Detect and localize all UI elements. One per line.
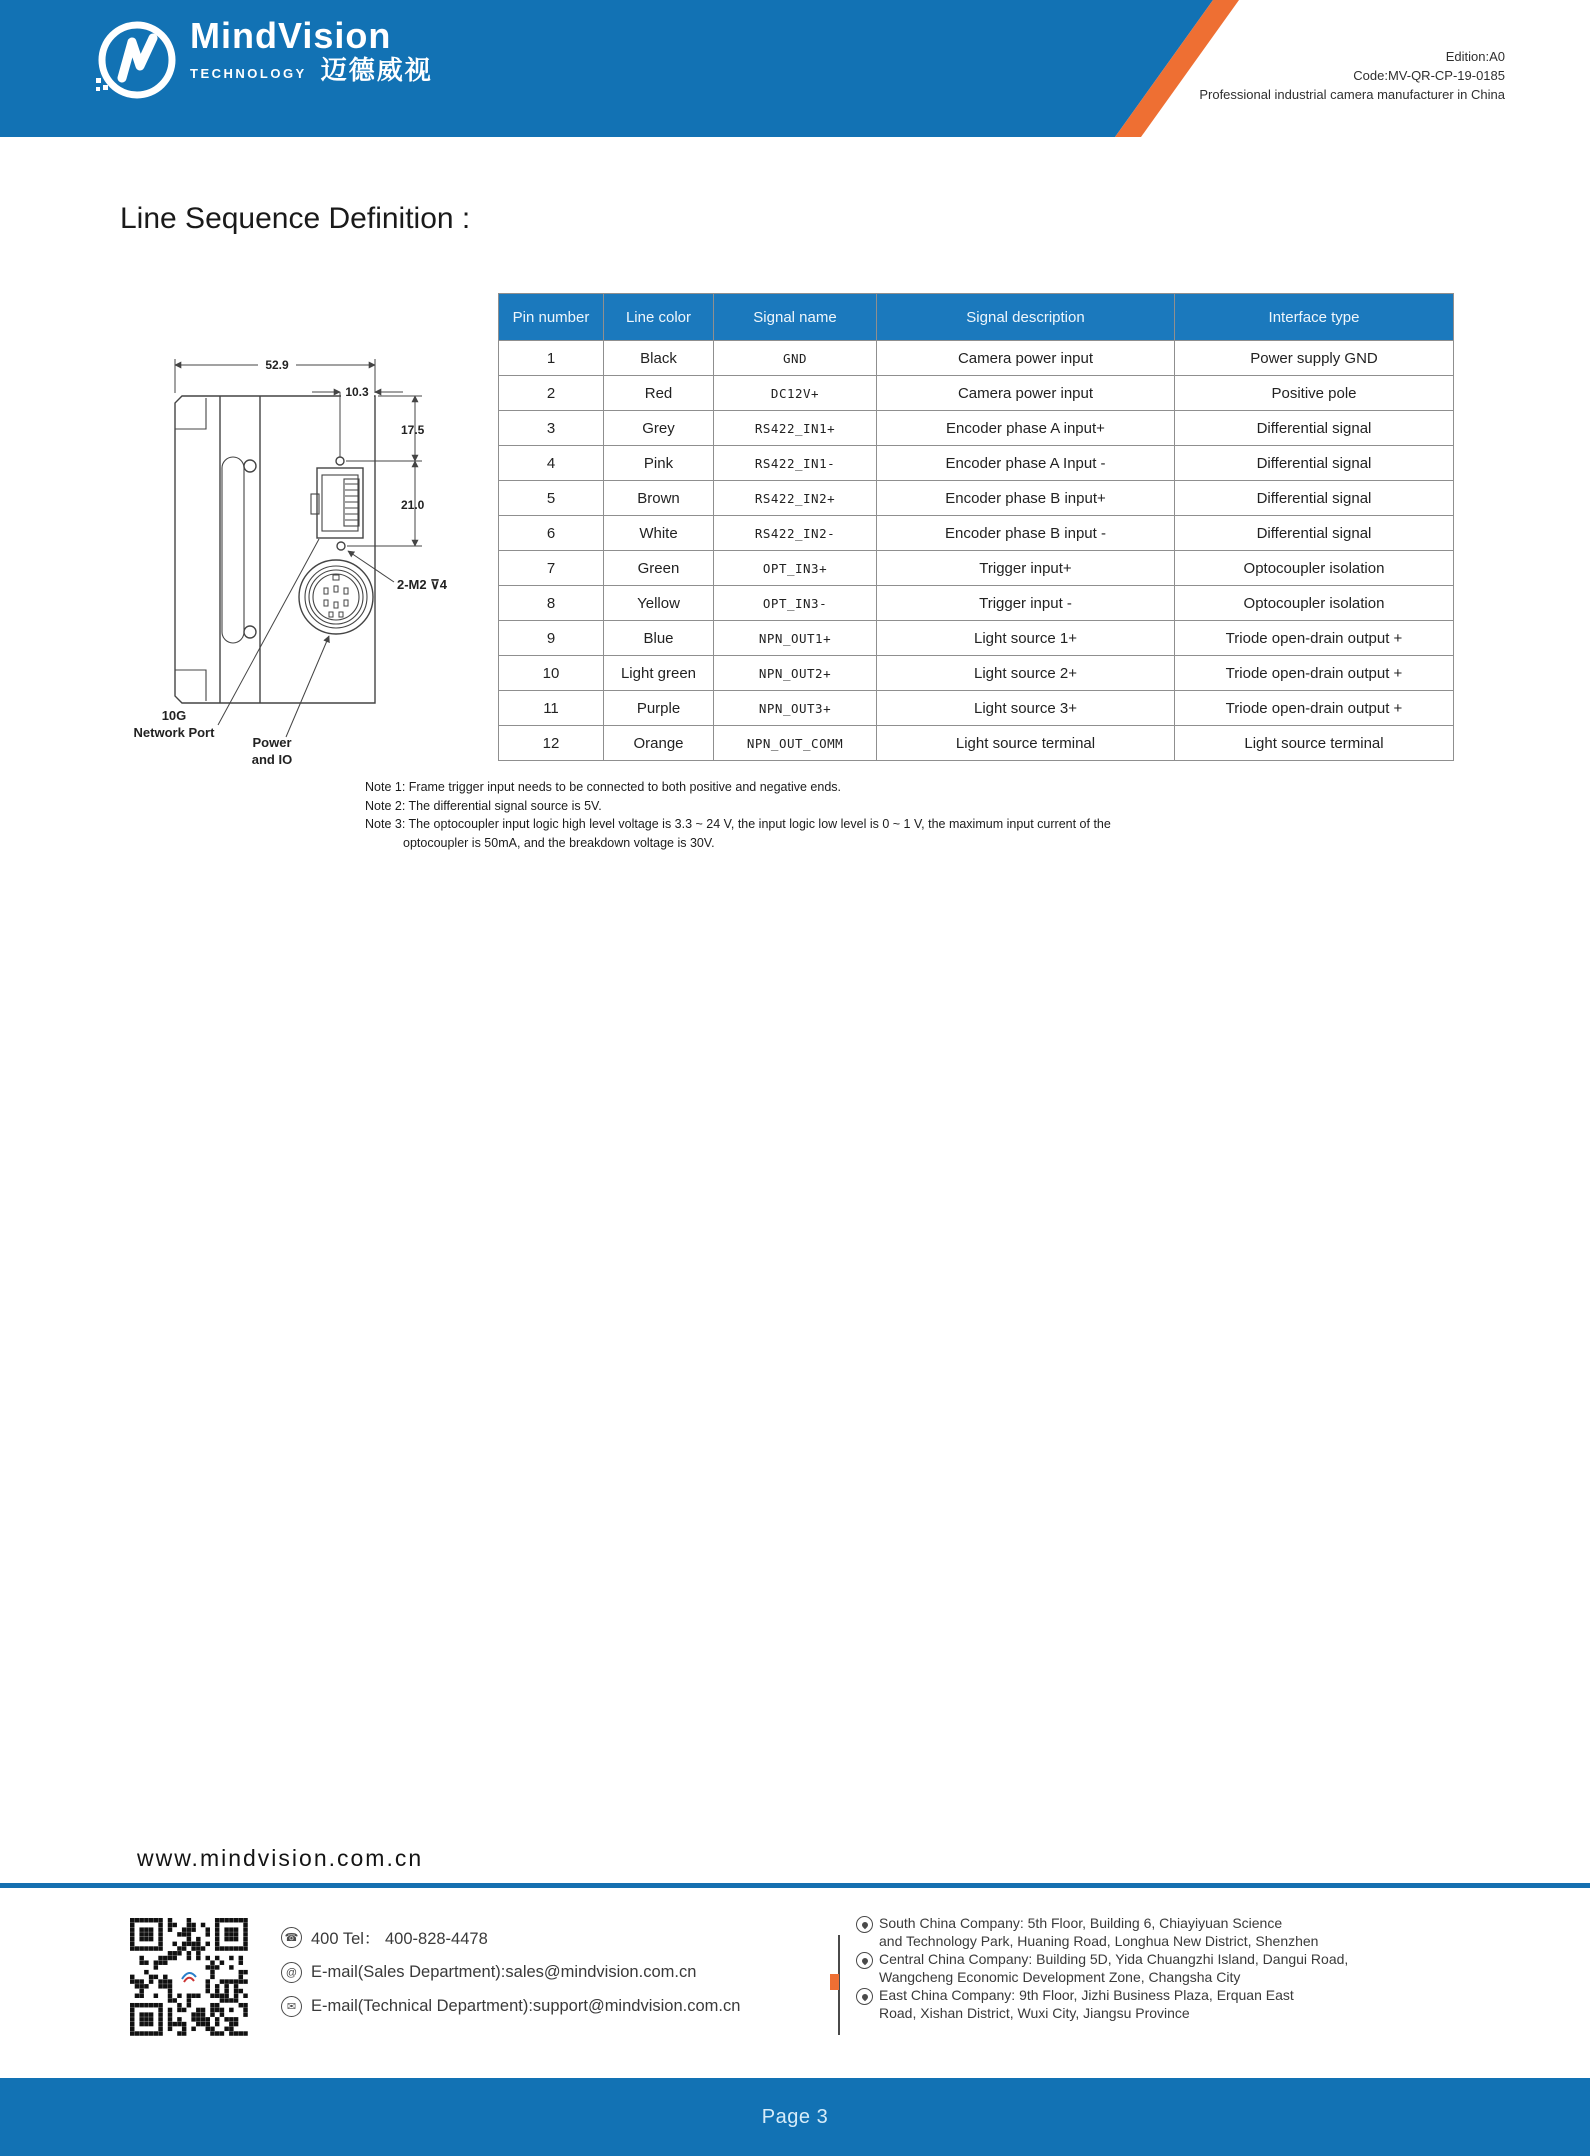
table-cell-line-color: Orange (604, 726, 714, 761)
table-cell-signal-name: OPT_IN3- (714, 586, 877, 621)
table-cell-signal-description: Trigger input - (877, 586, 1175, 621)
table-cell-signal-description: Encoder phase B input+ (877, 481, 1175, 516)
bottom-page-bar (0, 2078, 1590, 2156)
col-header-signal-description: Signal description (877, 294, 1175, 341)
table-cell-pin-number: 8 (499, 586, 604, 621)
mindvision-logo (92, 16, 433, 108)
table-cell-signal-description: Encoder phase A Input - (877, 446, 1175, 481)
logo-brand: MindVision (190, 15, 392, 56)
table-cell-interface-type: Triode open-drain output + (1175, 656, 1454, 691)
contact-row (281, 1925, 740, 1949)
power-io-label-1: Power (252, 735, 292, 750)
contact-list (281, 1925, 740, 2017)
contact-text: E-mail(Technical Department):support@mindvision.com.cn (311, 1997, 741, 2015)
table-cell-pin-number: 4 (499, 446, 604, 481)
table-cell-interface-type: Differential signal (1175, 481, 1454, 516)
location-pin-icon (856, 1988, 873, 2005)
at-icon: @ (281, 1962, 302, 1983)
company-address-list (856, 1914, 1348, 2022)
table-cell-signal-description: Trigger input+ (877, 551, 1175, 586)
table-cell-signal-name: RS422_IN1+ (714, 411, 877, 446)
code-label: Code:MV-QR-CP-19-0185 (1353, 68, 1505, 83)
contact-row (281, 1996, 740, 2017)
dim-10-3: 10.3 (345, 385, 369, 399)
logo-mark-icon (92, 16, 178, 108)
dim-52-9: 52.9 (265, 358, 289, 372)
table-cell-line-color: Red (604, 376, 714, 411)
table-cell-interface-type: Differential signal (1175, 411, 1454, 446)
table-cell-signal-name: NPN_OUT2+ (714, 656, 877, 691)
company-address (856, 1950, 1348, 1986)
network-port-label-2: Network Port (133, 725, 215, 740)
mail-icon: ✉ (281, 1996, 302, 2017)
phone-icon: ☎ (281, 1927, 302, 1948)
contact-text: E-mail(Sales Department):sales@mindvision.com.cn (311, 1963, 697, 1981)
logo-technology: TECHNOLOGY (190, 66, 307, 81)
table-cell-line-color: Brown (604, 481, 714, 516)
table-cell-pin-number: 3 (499, 411, 604, 446)
table-cell-interface-type: Differential signal (1175, 446, 1454, 481)
company-address-text: East China Company: 9th Floor, Jizhi Business Plaza, Erquan East Road, Xishan District, Wuxi City, Jiangsu Province (879, 1987, 1294, 2021)
location-pin-icon (856, 1952, 873, 1969)
footer-orange-marker (830, 1974, 839, 1990)
table-cell-line-color: Grey (604, 411, 714, 446)
table-cell-interface-type: Positive pole (1175, 376, 1454, 411)
table-cell-signal-description: Light source 2+ (877, 656, 1175, 691)
table-notes (365, 778, 1111, 852)
table-cell-signal-name: OPT_IN3+ (714, 551, 877, 586)
table-cell-signal-name: GND (714, 341, 877, 376)
camera-drawing (110, 345, 470, 785)
table-cell-signal-description: Light source 3+ (877, 691, 1175, 726)
table-cell-pin-number: 10 (499, 656, 604, 691)
table-cell-line-color: Yellow (604, 586, 714, 621)
col-header-signal-name: Signal name (714, 294, 877, 341)
power-io-label-2: and IO (251, 752, 293, 767)
table-cell-pin-number: 2 (499, 376, 604, 411)
header-banner (0, 0, 1590, 137)
table-cell-line-color: White (604, 516, 714, 551)
table-cell-signal-description: Light source terminal (877, 726, 1175, 761)
screw-spec-label: 2-M2 ⊽4 (397, 577, 447, 592)
table-cell-line-color: Light green (604, 656, 714, 691)
note-line: Note 3: The optocoupler input logic high level voltage is 3.3 ~ 24 V, the input logic low level is 0 ~ 1 V, the maximum input current of the (365, 817, 1111, 831)
qr-code (130, 1918, 248, 2036)
table-cell-signal-name: NPN_OUT3+ (714, 691, 877, 726)
table-cell-pin-number: 12 (499, 726, 604, 761)
table-cell-interface-type: Optocoupler isolation (1175, 586, 1454, 621)
col-header-line-color: Line color (604, 294, 714, 341)
table-cell-signal-description: Encoder phase A input+ (877, 411, 1175, 446)
col-header-pin-number: Pin number (499, 294, 604, 341)
logo-texts (190, 16, 433, 84)
network-port-label-1: 10G (161, 708, 187, 723)
note-line: Note 1: Frame trigger input needs to be connected to both positive and negative ends. (365, 780, 842, 794)
page-title: Line Sequence Definition : (120, 202, 471, 235)
contact-text: 400 Tel： 400-828-4478 (311, 1930, 488, 1948)
table-cell-interface-type: Power supply GND (1175, 341, 1454, 376)
company-address (856, 1914, 1348, 1950)
tagline: Professional industrial camera manufacturer in China (1199, 87, 1505, 102)
location-pin-icon (856, 1916, 873, 1933)
table-cell-interface-type: Differential signal (1175, 516, 1454, 551)
header-meta (1199, 47, 1505, 104)
table-cell-signal-name: NPN_OUT1+ (714, 621, 877, 656)
table-cell-pin-number: 11 (499, 691, 604, 726)
table-cell-line-color: Green (604, 551, 714, 586)
table-cell-signal-description: Light source 1+ (877, 621, 1175, 656)
table-cell-signal-name: RS422_IN1- (714, 446, 877, 481)
table-cell-signal-description: Camera power input (877, 341, 1175, 376)
table-cell-signal-name: DC12V+ (714, 376, 877, 411)
dim-17-5: 17.5 (401, 423, 425, 437)
company-address (856, 1986, 1348, 2022)
website-url: www.mindvision.com.cn (137, 1845, 424, 1871)
table-cell-interface-type: Light source terminal (1175, 726, 1454, 761)
table-cell-signal-description: Camera power input (877, 376, 1175, 411)
table-cell-line-color: Black (604, 341, 714, 376)
dim-21-0: 21.0 (401, 498, 425, 512)
contact-row (281, 1962, 740, 1983)
note-line: Note 2: The differential signal source is 5V. (365, 798, 602, 813)
table-cell-signal-name: NPN_OUT_COMM (714, 726, 877, 761)
table-cell-interface-type: Triode open-drain output + (1175, 691, 1454, 726)
table-cell-pin-number: 1 (499, 341, 604, 376)
table-cell-signal-description: Encoder phase B input - (877, 516, 1175, 551)
table-cell-line-color: Pink (604, 446, 714, 481)
edition-label: Edition:A0 (1445, 49, 1505, 64)
table-cell-line-color: Blue (604, 621, 714, 656)
col-header-interface-type: Interface type (1175, 294, 1454, 341)
logo-chinese: 迈德威视 (320, 55, 433, 85)
table-cell-pin-number: 6 (499, 516, 604, 551)
table-cell-line-color: Purple (604, 691, 714, 726)
page-number: Page 3 (761, 2105, 829, 2128)
table-cell-signal-name: RS422_IN2- (714, 516, 877, 551)
company-address-text: South China Company: 5th Floor, Building 6, Chiayiyuan Science and Technology Park, Huaning Road, Longhua New District, Shenzhen (879, 1915, 1319, 1949)
table-cell-pin-number: 5 (499, 481, 604, 516)
footer-rule (0, 1883, 1590, 1888)
company-address-text: Central China Company: Building 5D, Yida Chuangzhi Island, Dangui Road, Wangcheng Economic Development Zone, Changsha City (879, 1951, 1349, 1985)
note-line: optocoupler is 50mA, and the breakdown voltage is 30V. (403, 835, 715, 850)
table-cell-signal-name: RS422_IN2+ (714, 481, 877, 516)
pin-definition-table (498, 293, 1454, 761)
table-cell-interface-type: Triode open-drain output + (1175, 621, 1454, 656)
table-cell-pin-number: 9 (499, 621, 604, 656)
table-cell-interface-type: Optocoupler isolation (1175, 551, 1454, 586)
table-cell-pin-number: 7 (499, 551, 604, 586)
